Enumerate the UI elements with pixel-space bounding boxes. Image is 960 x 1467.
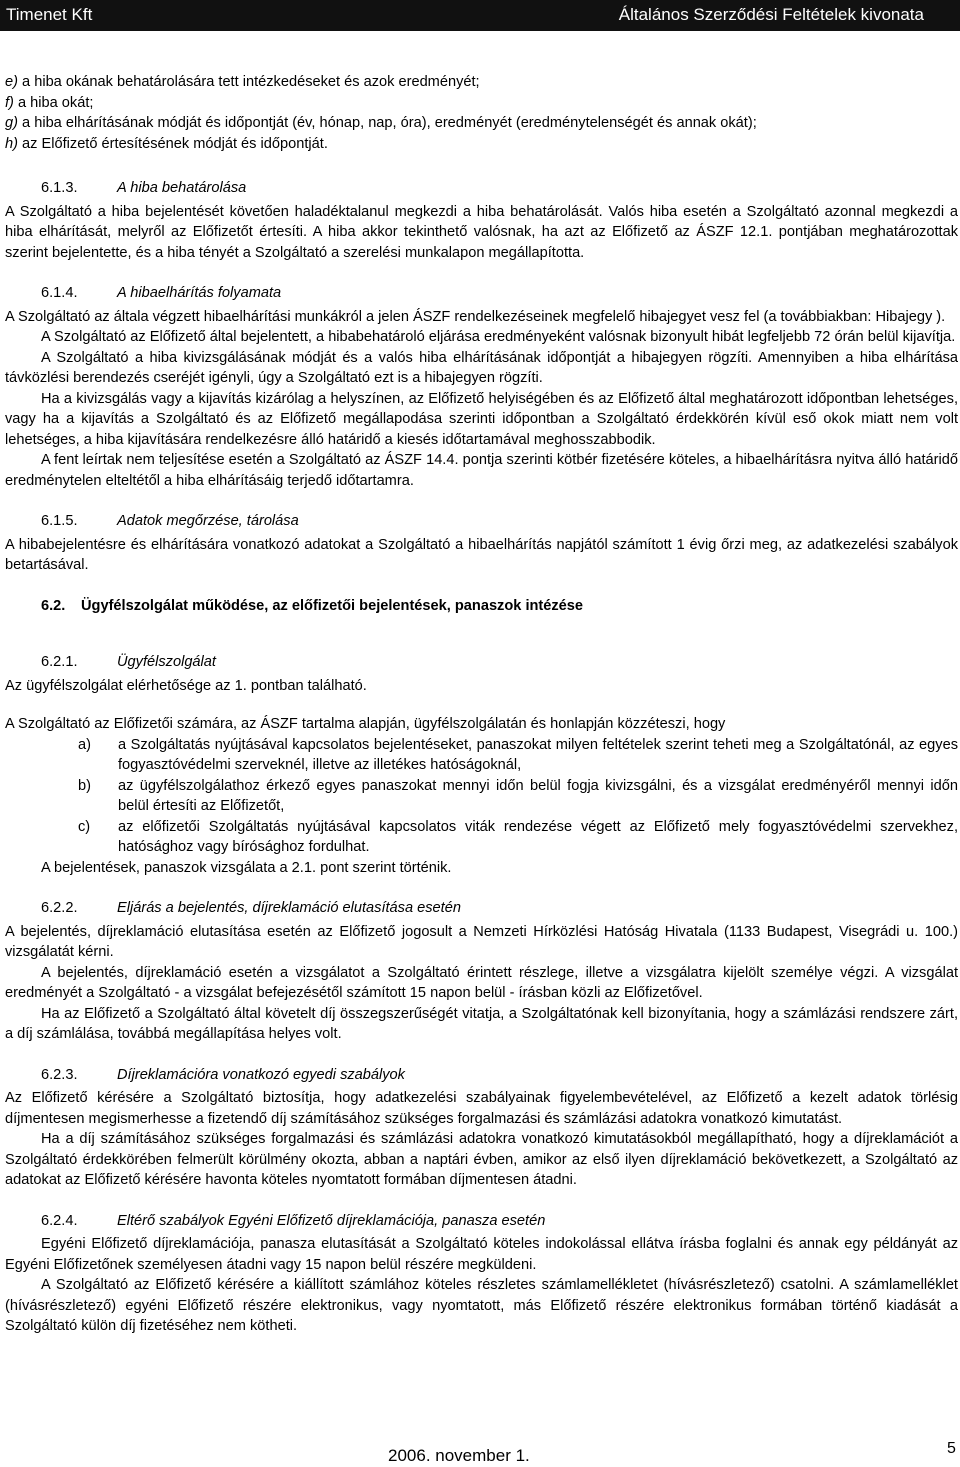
intro-item-g: g) a hiba elhárításának módját és időpontját (év, hónap, nap, óra), eredményét (eredménytelenségét és annak okát); — [5, 115, 757, 131]
section-heading-6-1-5: 6.1.5. Adatok megőrzése, tárolása — [41, 513, 299, 529]
paragraph: A Szolgáltató a hiba kivizsgálásának módját és a valós hiba elhárításának időpontját a hibajegyen rögzíti. Amennyiben a hiba elhárítása távközlési berendezés cseréjét igényli, úgy a Szolgáltató ezt is a hibajegyen rögzíti. — [5, 349, 958, 386]
intro-item-e: e) a hiba okának behatárolására tett intézkedéseket és azok eredményét; — [5, 74, 480, 90]
paragraph: A hibabejelentésre és elhárítására vonatkozó adatokat a Szolgáltató a hibaelhárítás napjától számított 1 évig őrzi meg, az adatkezelési szabályok betartásával. — [5, 536, 958, 573]
page-header — [0, 0, 960, 31]
section-heading-6-2-2: 6.2.2. Eljárás a bejelentés, díjreklamáció elutasítása esetén — [41, 900, 461, 916]
paragraph: A bejelentések, panaszok vizsgálata a 2.1. pont szerint történik. — [41, 859, 452, 876]
paragraph: A fent leírtak nem teljesítése esetén a Szolgáltató az ÁSZF 14.4. pontja szerinti kötbér fizetésére köteles, a hibaelhárításra nyitva álló határidő eredménytelen elteltétől a hiba elhárításáig terjedő időtartamra. — [5, 452, 958, 489]
section-heading-6-1-3: 6.1.3. A hiba behatárolása — [41, 180, 247, 196]
paragraph: A Szolgáltató az Előfizetői számára, az ÁSZF tartalma alapján, ügyfélszolgálatán és honlapján közzéteszi, hogy — [5, 716, 726, 732]
paragraph: Egyéni Előfizető díjreklamációja, panasza elutasítását a Szolgáltató köteles indokolással ellátva írásba foglalni és annak egy példányát az Egyéni Előfizetőnek személyesen átadni vagy 15 napon belül részére megküldeni. — [5, 1236, 958, 1273]
list-item: b) az ügyfélszolgálathoz érkező egyes panaszokat mennyi időn belül fogja kivizsgálni, és a vizsgálat eredményéről mennyi időn belül értesíti az Előfizetőt, — [78, 777, 958, 814]
section-heading-6-2-4: 6.2.4. Eltérő szabályok Egyéni Előfizető díjreklamációja, panasza esetén — [41, 1212, 546, 1229]
paragraph: Ha az Előfizető a Szolgáltató által követelt díj összegszerűségét vitatja, a Szolgáltatónak kell bizonyítania, hogy a számlázási rendszere zárt, a díj számlálása, továbbá megállapítása helyes volt. — [5, 1005, 958, 1042]
paragraph: Ha a díj számításához szükséges forgalmazási és számlázási adatokra vonatkozó kimutatásokból megállapítható, hogy a díjreklamációt a Szolgáltató érdekkörében felmerült körülmény okozta, abban a naptári évben, amikor az első ilyen díjreklamáció bekövetkezett, a Szolgáltató az adatokat az Előfizető kérésére havonta köteles nyomtatott formában díjmentesen átadni. — [5, 1131, 958, 1188]
paragraph: A Szolgáltató az Előfizető kérésére a kiállított számlához köteles részletes számlamellékletet (hívásrészletező) csatolni. A számlamelléklet (hívásrészletező) egyéni Előfizető részére elektronikus, vagy nyomtatott, más Előfizető részére elektronikus formában történő kiadását a Szolgáltató külön díj fizetéséhez nem kötheti. — [5, 1277, 958, 1334]
list-item: c) az előfizetői Szolgáltatás nyújtásával kapcsolatos viták rendezése végett az Előfizető mely fogyasztóvédelmi szervekhez, hatósághoz vagy bírósághoz fordulhat. — [78, 818, 958, 855]
paragraph: A bejelentés, díjreklamáció elutasítása esetén az Előfizető jogosult a Nemzeti Hírközlési Hatóság Hivatala (1133 Budapest, Visegrádi u. 100.) vizsgálatát kérni. — [5, 923, 958, 960]
intro-item-h: h) az Előfizető értesítésének módját és időpontját. — [5, 135, 328, 152]
section-heading-6-2: 6.2. Ügyfélszolgálat működése, az előfizetői bejelentések, panaszok intézése — [41, 597, 584, 614]
paragraph: Az ügyfélszolgálat elérhetősége az 1. pontban található. — [5, 677, 367, 694]
section-heading-6-2-3: 6.2.3. Díjreklamációra vonatkozó egyedi szabályok — [41, 1066, 405, 1083]
section-heading-6-1-4: 6.1.4. A hibaelhárítás folyamata — [41, 285, 282, 301]
paragraph: Az Előfizető kérésére a Szolgáltató biztosítja, hogy adatkezelési szabályainak figyelembevételével, az Előfizető a kezelt adatok törlésig díjmentesen megismerhesse a fizetendő díj számításához szükséges forgalmazási és számlázási adatokra vonatkozó kimutatást. — [5, 1090, 958, 1127]
list-item: a) a Szolgáltatás nyújtásával kapcsolatos bejelentéseket, panaszokat milyen feltételek szerint teheti meg a Szolgáltatónál, az egyes fogyasztóvédelmi szerveknél, illetve az illetékes hatóságoknál, — [78, 736, 958, 773]
footer-date: 2006. november 1. — [388, 1446, 530, 1465]
paragraph: A bejelentés, díjreklamáció esetén a vizsgálatot a Szolgáltató érintett részlege, illetve a vizsgálatra kijelölt személye végzi. A vizsgálat eredményét a Szolgáltató - a vizsgálat befejezésétől számított 15 napon belül - írásban közli az Előfizetővel. — [5, 964, 958, 1001]
paragraph: Ha a kivizsgálás vagy a kijavítás kizárólag a helyszínen, az Előfizető helyiségében és az Előfizető által meghatározott időpontban lehetséges, vagy ha a kijavítás a Szolgáltató és az Előfizető megállapodása szerinti időpontban a Szolgáltató érdekkörén kívül eső okok miatt nem volt lehetséges, a hiba kijavítására rendelkezésre álló határidő a kiesés időtartamával meghosszabbodik. — [5, 390, 958, 448]
document-title: Általános Szerződési Feltételek kivonata — [618, 5, 924, 24]
section-heading-6-2-1: 6.2.1. Ügyfélszolgálat — [41, 654, 216, 670]
intro-item-f: f) a hiba okát; — [5, 94, 94, 111]
company-name: Timenet Kft — [6, 5, 93, 24]
paragraph: A Szolgáltató az Előfizető által bejelentett, a hibabehatároló eljárása eredményeként valósnak bizonyult hibát legfeljebb 72 órán belül kijavítja. — [41, 329, 956, 345]
document-body — [5, 72, 958, 1337]
publication-list — [78, 735, 958, 858]
paragraph: A Szolgáltató a hiba bejelentését követően haladéktalanul megkezdi a hiba behatárolását. Valós hiba esetén a Szolgáltató azonnal megkezdi a hiba elhárítását, melyről az Előfizetőt értesíti. A hiba akkor tekinthető valósnak, ha azt az Előfizető az ÁSZF 12.1. pontjában meghatározottak szerint bejelentette, és a hiba tényét a Szolgáltató a szerelési munkalapon megállapította. — [5, 203, 958, 261]
page-number: 5 — [947, 1440, 956, 1457]
paragraph: A Szolgáltató az általa végzett hibaelhárítási munkákról a jelen ÁSZF rendelkezéseinek megfelelő hibajegyet vesz fel (a továbbiakban: Hibajegy ). — [5, 308, 946, 325]
